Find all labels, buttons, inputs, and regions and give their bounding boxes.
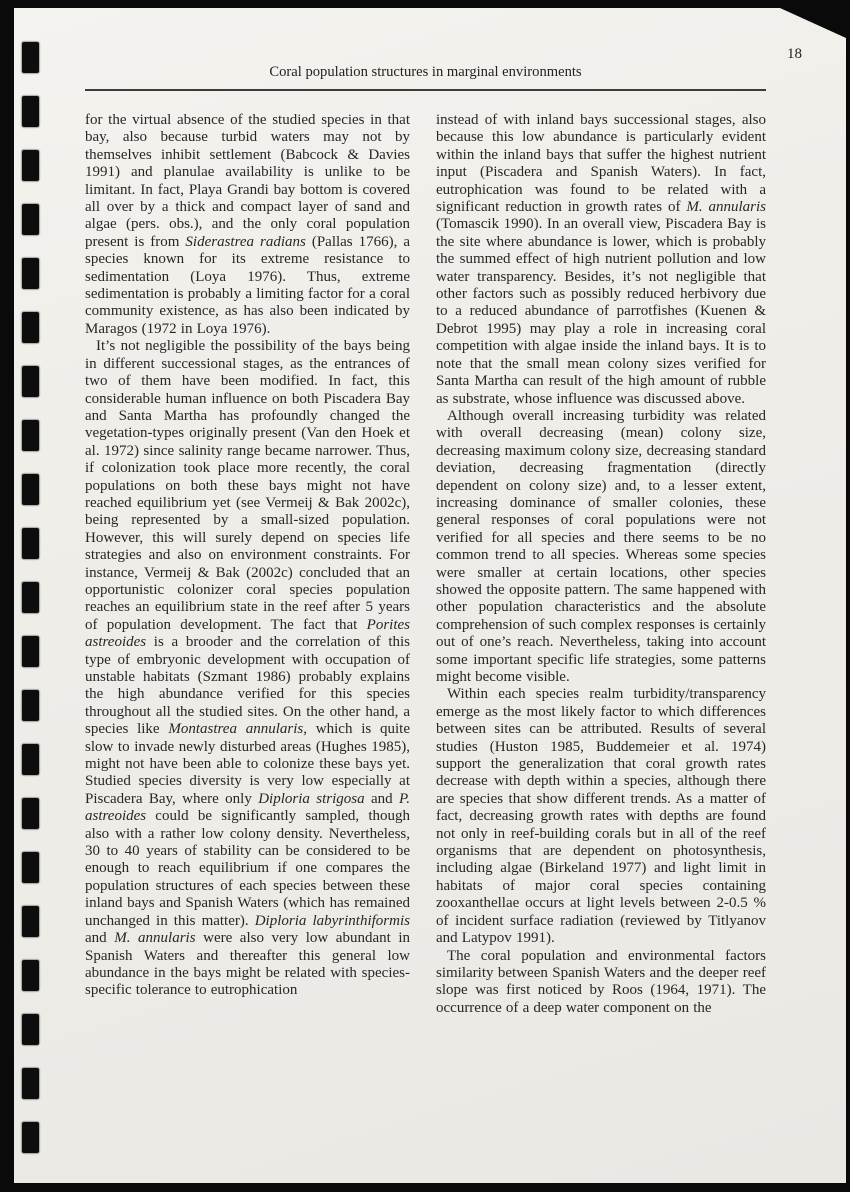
species-name: Montastrea annularis <box>168 721 304 738</box>
text-run: could be significantly sampled, though also with a rather low colony density. Nevertheless, 30 to 40 years of stability can be considered to be enough to reach equilibrium if one compares the population structures of each species between these inland bays and Spanish Waters (which has remained unchanged in this matter). <box>85 808 410 929</box>
species-name: Diploria strigosa <box>258 790 365 807</box>
paragraph <box>436 948 766 1018</box>
column-left <box>85 112 410 1017</box>
binder-hole <box>22 150 39 181</box>
page-number: 18 <box>787 46 802 62</box>
paragraph <box>436 408 766 687</box>
article-body <box>85 112 766 1017</box>
column-right <box>436 112 766 1017</box>
text-run: instead of with inland bays successional stages, also because this low abundance is particularly evident within the inland bays that suffer the highest nutrient input (Piscadera and Spanish Waters). In fact, eutrophication was found to be related with a significant reduction in growth rates of <box>436 112 766 216</box>
binder-hole <box>22 366 39 397</box>
paragraph <box>85 338 410 999</box>
binder-hole <box>22 312 39 343</box>
paragraph <box>436 112 766 408</box>
text-run: The coral population and environmental factors similarity between Spanish Waters and the deeper reef slope was first noticed by Roos (1964, 1971). The occurrence of a deep water component on the <box>436 947 766 1016</box>
binder-hole <box>22 1068 39 1099</box>
text-run: It’s not negligible the possibility of the bays being in different successional stages, as the entrances of two of them have been modified. In fact, this considerable human influence on both Piscadera Bay and Santa Martha has profoundly changed the vegetation-types originally present (Van den Hoek et al. 1972) since salinity range became narrower. Thus, if colonization took place more recently, the coral populations on both these bays might not have reached equilibrium yet (see Vermeij & Bak 2002c), being represented by a small-sized population. However, this will surely depend on species life strategies and also on environment constraints. For instance, Vermeij & Bak (2002c) concluded that an opportunistic colonizer coral species population reaches an equilibrium state in the reef after 5 years of population development. The fact that <box>85 338 410 633</box>
binder-hole <box>22 258 39 289</box>
text-run: (Pallas 1766), a species known for its extreme resistance to sedimentation (Loya 1976). Thus, extreme sedimentation is probably a limiting factor for a coral community existence, as has also been indicated by Maragos (1972 in Loya 1976). <box>85 233 410 337</box>
binder-hole <box>22 852 39 883</box>
species-name: M. annularis <box>686 199 766 216</box>
running-title: Coral population structures in marginal environments <box>269 64 582 80</box>
species-name: P. astreoides <box>85 790 410 825</box>
species-name: Diploria labyrinthiformis <box>254 912 410 929</box>
binder-hole <box>22 1014 39 1045</box>
binder-hole <box>22 582 39 613</box>
corner-fold <box>780 8 846 38</box>
paper <box>14 8 846 1183</box>
text-run: Within each species realm turbidity/transparency emerge as the most likely factor to which differences between sites can be attributed. Results of several studies (Huston 1985, Buddemeier et al. 1974) support the generalization that coral growth rates decrease with depth within a species, although there are species that show different trends. As a matter of fact, decreasing growth rates with depths are found not only in reef-building corals but in all of the reef organisms that are dependent on photosynthesis, including algae (Birkeland 1977) and light limit in habitats of major coral species containing zooxanthellae occurs at light levels between 2-0.5 % of incident surface radiation (reviewed by Titlyanov and Latypov 1991). <box>436 686 766 947</box>
binder-hole <box>22 528 39 559</box>
binder-hole <box>22 906 39 937</box>
text-run: and <box>85 930 115 947</box>
header-rule <box>85 89 766 91</box>
text-run: (Tomascik 1990). In an overall view, Piscadera Bay is the site where abundance is lower, which is probably the summed effect of high nutrient pollution and low water transparency. Besides, it’s not negligible that other factors such as possibly reduced herbivory due to a reduced abundance of parrotfishes (Kuenen & Debrot 1995) may play a role in increasing coral competition with algae inside the inland bays. It is to note that the small mean colony sizes verified for Santa Martha can result of the high amount of rubble as substrate, whose influence was discussed above. <box>436 216 766 407</box>
binder-hole <box>22 96 39 127</box>
species-name: Siderastrea radians <box>185 233 306 250</box>
species-name: M. annularis <box>114 930 196 947</box>
text-run: were also very low abundant in Spanish Waters and thereafter this general low abundance in the bays might be related with species-specific tolerance to eutrophication <box>85 930 411 999</box>
binder-hole <box>22 1122 39 1153</box>
binder-hole <box>22 474 39 505</box>
text-run: is a brooder and the correlation of this type of embryonic development with occupation of unstable habitats (Szmant 1986) probably explains the high abundance verified for this species throughout all the studied sites. On the other hand, a species like <box>85 634 410 738</box>
binder-hole <box>22 744 39 775</box>
binder-hole <box>22 42 39 73</box>
paragraph <box>85 112 410 338</box>
binder-hole <box>22 960 39 991</box>
binder-hole <box>22 690 39 721</box>
text-run: for the virtual absence of the studied species in that bay, also because turbid waters may not by themselves inhibit settlement (Babcock & Davies 1991) and planulae availability is unlike to be limitant. In fact, Playa Grandi bay bottom is covered all over by a thick and compact layer of sand and algae (pers. obs.), and the only coral population present is from <box>85 112 410 250</box>
text-run: Although overall increasing turbidity was related with overall decreasing (mean) colony size, decreasing maximum colony size, decreasing standard deviation, decreasing fragmentation (directly dependent on colony size) and, to a lesser extent, increasing dominance of smaller colonies, these general responses of coral populations were not verified for all species and there seems to be no common trend to all species. Whereas some species were smaller at certain locations, other species showed the opposite pattern. The same happened with other population characteristics and the absolute comprehension of such complex responses is certainly out of one’s reach. Nevertheless, taking into account some important specific life strategies, some patterns might become visible. <box>436 407 766 685</box>
binder-hole <box>22 636 39 667</box>
binder-hole <box>22 420 39 451</box>
paragraph <box>436 686 766 947</box>
binder-hole <box>22 798 39 829</box>
text-run: and <box>364 790 400 807</box>
species-name: Porites astreoides <box>85 616 410 651</box>
text-run: , which is quite slow to invade newly disturbed areas (Hughes 1985), might not have been able to colonize these bays yet. Studied species diversity is very low especially at Piscadera Bay, where only <box>85 721 410 807</box>
binder-hole <box>22 204 39 235</box>
